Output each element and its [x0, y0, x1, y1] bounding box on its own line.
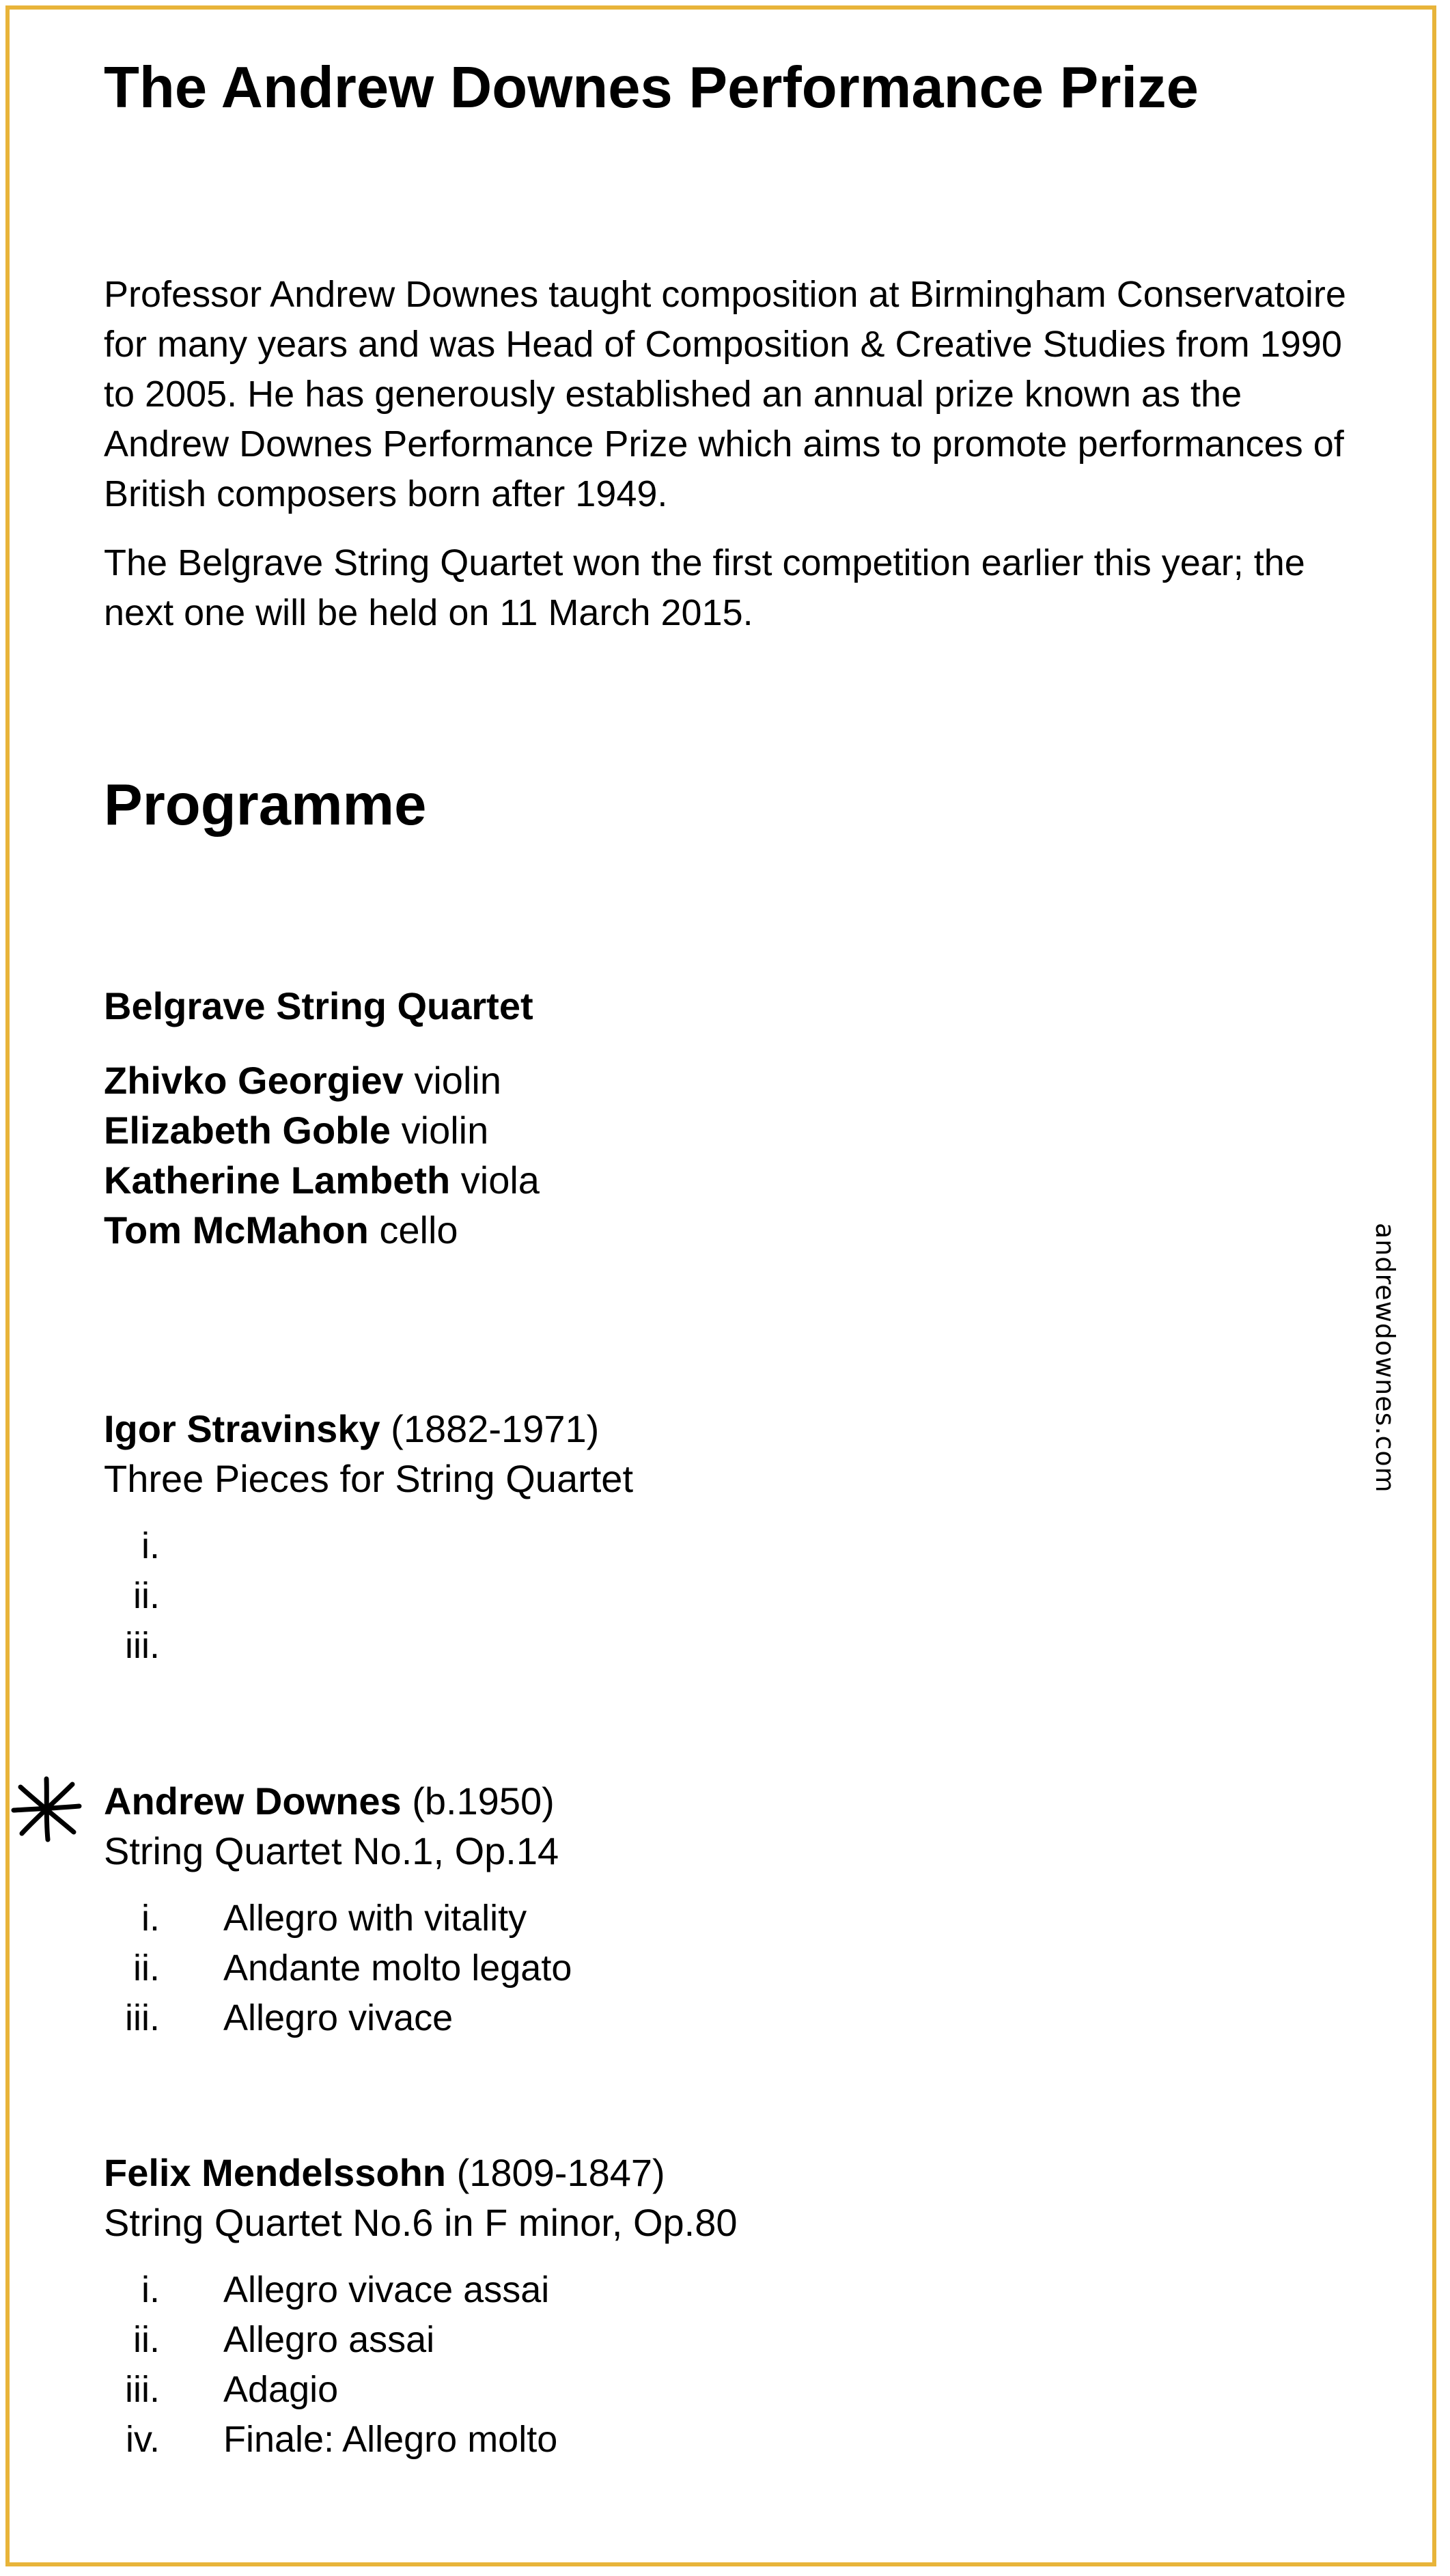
member-name: Zhivko Georgiev: [104, 1059, 404, 1102]
ensemble-members: [104, 1055, 540, 1255]
movement-list: [104, 1894, 572, 2043]
side-url: andrewdownes.com: [1370, 1223, 1400, 1493]
page-title: The Andrew Downes Performance Prize: [104, 55, 1199, 120]
work-title: String Quartet No.1, Op.14: [104, 1829, 559, 1872]
movement-number: iii.: [125, 1625, 160, 1666]
member-instrument: violin: [414, 1059, 501, 1102]
movement-row: [104, 2415, 738, 2465]
movement-title: Adagio: [223, 2369, 339, 2410]
member-instrument: cello: [379, 1208, 458, 1251]
movement-row: [104, 1993, 572, 2043]
movement-number: i.: [141, 1898, 160, 1939]
member-row: [104, 1105, 540, 1155]
member-instrument: viola: [460, 1159, 540, 1202]
composer-dates: (b.1950): [412, 1779, 555, 1823]
movement-row: [104, 1521, 633, 1571]
movement-title: Allegro vivace: [223, 1997, 454, 2038]
composer-name: Andrew Downes: [104, 1779, 402, 1823]
movement-row: [104, 2315, 738, 2365]
movement-row: [104, 2265, 738, 2315]
handwritten-asterisk-icon: [8, 1775, 83, 1843]
member-row: [104, 1205, 540, 1255]
movement-number: ii.: [133, 2319, 160, 2360]
movement-row: [104, 2365, 738, 2415]
composer-name: Igor Stravinsky: [104, 1407, 380, 1450]
composer-dates: (1809-1847): [456, 2151, 665, 2194]
movement-number: ii.: [133, 1575, 160, 1616]
work-title: String Quartet No.6 in F minor, Op.80: [104, 2201, 738, 2244]
work-heading: [104, 2148, 738, 2198]
programme-heading: Programme: [104, 773, 427, 837]
movement-number: iv.: [126, 2419, 160, 2460]
intro-paragraph-2: The Belgrave String Quartet won the first competition earlier this year; the next one will be held on 11 March 2015.: [104, 542, 1305, 633]
composer-dates: (1882-1971): [391, 1407, 600, 1450]
work-stravinsky: [104, 1404, 633, 1671]
movement-number: ii.: [133, 1948, 160, 1989]
movement-row: [104, 1621, 633, 1671]
movement-row: [104, 1943, 572, 1993]
member-name: Katherine Lambeth: [104, 1159, 451, 1202]
work-heading: [104, 1404, 633, 1454]
movement-title: Allegro vivace assai: [223, 2269, 550, 2310]
member-row: [104, 1155, 540, 1205]
work-mendelssohn: [104, 2148, 738, 2465]
movement-list: [104, 1521, 633, 1671]
movement-number: iii.: [125, 1997, 160, 2038]
movement-number: i.: [141, 2269, 160, 2310]
intro-text: [104, 270, 1374, 657]
member-name: Elizabeth Goble: [104, 1109, 391, 1152]
movement-title: Allegro with vitality: [223, 1898, 527, 1939]
intro-paragraph-1: Professor Andrew Downes taught composition at Birmingham Conservatoire for many years and was Head of Composition & Creative Studies from 1990 to 2005. He has generously established an annual prize known as the Andrew Downes Performance Prize which aims to promote performances of British composers born after 1949.: [104, 274, 1346, 514]
movement-list: [104, 2265, 738, 2465]
member-instrument: violin: [401, 1109, 489, 1152]
movement-number: iii.: [125, 2369, 160, 2410]
movement-title: Andante molto legato: [223, 1948, 572, 1989]
member-row: [104, 1055, 540, 1105]
movement-title: Finale: Allegro molto: [223, 2419, 558, 2460]
movement-row: [104, 1894, 572, 1943]
ensemble-name: Belgrave String Quartet: [104, 984, 533, 1027]
work-heading: [104, 1776, 572, 1826]
composer-name: Felix Mendelssohn: [104, 2151, 446, 2194]
movement-row: [104, 1571, 633, 1621]
work-title: Three Pieces for String Quartet: [104, 1457, 634, 1500]
movement-number: i.: [141, 1525, 160, 1566]
member-name: Tom McMahon: [104, 1208, 369, 1251]
work-downes: [104, 1776, 572, 2043]
movement-title: Allegro assai: [223, 2319, 435, 2360]
